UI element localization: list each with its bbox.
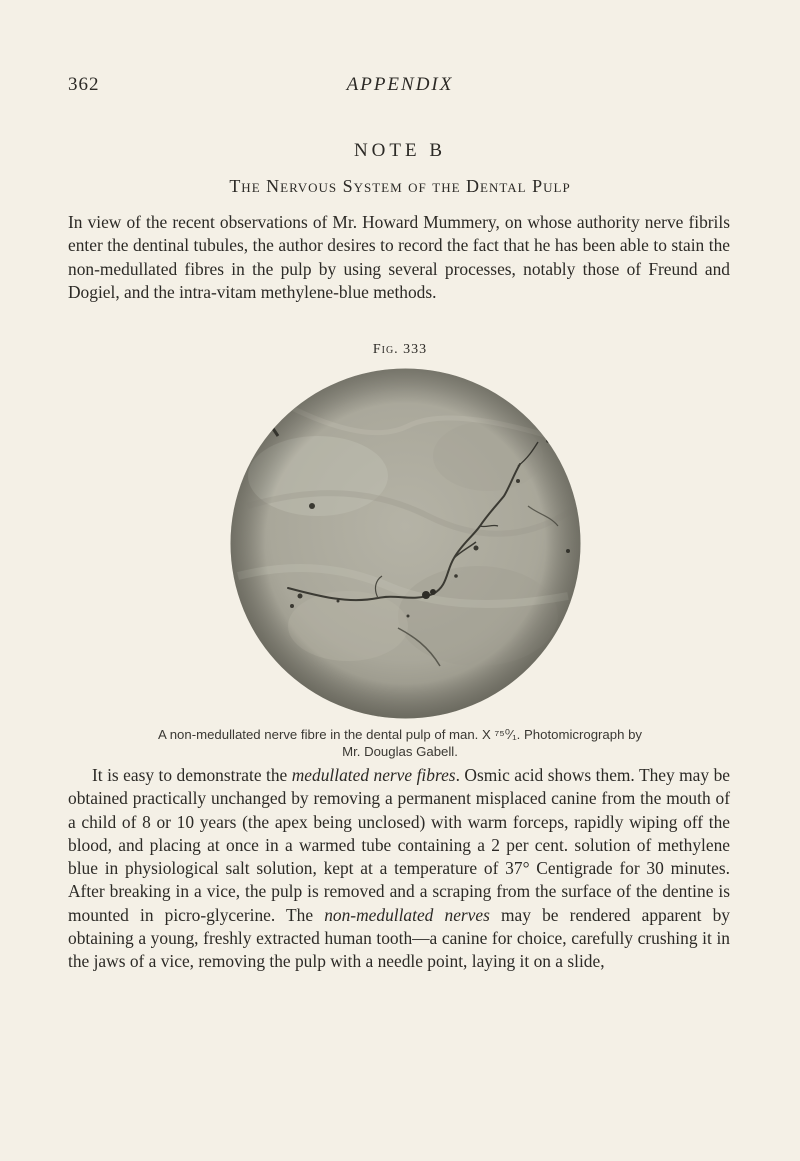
paragraph-text-1: It is easy to demonstrate the xyxy=(92,765,288,785)
page-number: 362 xyxy=(68,74,100,95)
caption-magnification: ⁷⁵⁰⁄₁ xyxy=(494,727,517,742)
running-title: APPENDIX xyxy=(346,74,454,95)
figure-caption xyxy=(86,726,714,760)
italic-term-medullated: medullated nerve fibres xyxy=(291,765,456,785)
paragraph-methods xyxy=(68,764,730,974)
italic-term-non-medullated: non-medullated nerves xyxy=(324,904,490,925)
paragraph-text-3: may be rendered apparent by obtaining a young, freshly extracted human tooth—a canine for choice, carefully crushing it in the jaws of a vice, removing the pulp with a needle point, laying it on a slide, xyxy=(68,904,730,972)
caption-text-end: . Photomicrograph by xyxy=(516,727,643,742)
caption-credit: Mr. Douglas Gabell. xyxy=(342,744,458,759)
paragraph-text-2: . Osmic acid shows them. They may be obtained practically unchanged by removing a permanent misplaced canine from the mouth of a child of 8 or 10 years (the apex being unclosed) with warm forceps, rapidly wiping off the blood, and placing at once in a warmed tube containing a 2 per cent. solution of methylene blue in physiological salt solution, kept at a temperature of 37° Centigrade for 30 minutes. After breaking in a vice, the pulp is removed and a scraping from the surface of the dentine is mounted in picro-glycerine. The xyxy=(68,765,730,925)
photomicrograph-image xyxy=(228,366,583,721)
note-heading: NOTE B xyxy=(353,140,447,161)
figure-label: Fig. 333 xyxy=(372,342,428,357)
caption-text: A non-medullated nerve fibre in the dental pulp of man. X xyxy=(157,727,491,742)
photomicrograph xyxy=(228,366,583,721)
section-title: The Nervous System of the Dental Pulp xyxy=(229,176,571,196)
running-head xyxy=(68,74,732,98)
paragraph-intro: In view of the recent observations of Mr. Howard Mummery, on whose authority nerve fibrils enter the dentinal tubules, the author desires to record the fact that he has been able to stain the non-medullated fibres in the pulp by using several processes, notably those of Freund and Dogiel, and the intra-vitam methylene-blue methods. xyxy=(68,212,730,302)
